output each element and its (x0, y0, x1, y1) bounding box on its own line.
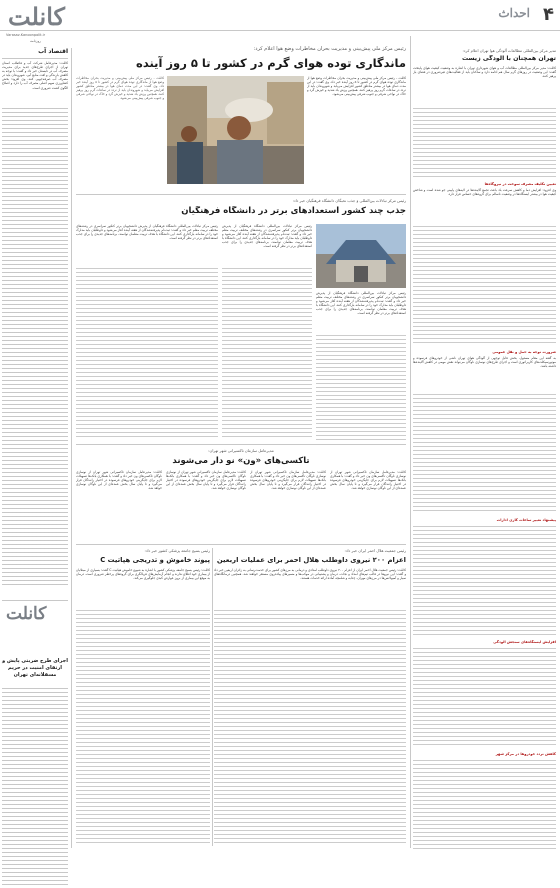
right-paragraph-2: وی افزود: افزایش دما و کاهش سرعت باد باعث تجمع آلاینده‌ها در لایه‌های پایینی جو شده است و شاخص کیفیت هوا در بیشتر ایستگاه‌ها در وضعیت ناسالم برای گروه‌های حساس قرار دارد. (413, 188, 556, 197)
left-bottom-text-lines (2, 688, 68, 888)
taxi-rule (76, 544, 406, 545)
right-paragraph-1: کانلت: مدیر مرکز بین‌المللی مطالعات آب و هوای شهرداری تهران با اشاره به وضعیت کیفیت هوای پایتخت گفت: این وضعیت در روزهای گرم سال هم ادامه دارد و ساکنان باید از فعالیت‌های غیرضروری در فضای باز پرهیز کنند. (413, 66, 556, 79)
top-story-body-left: کانلت - رئیس مرکز ملی پیش‌بینی و مدیریت بحران مخاطرات وضع هوا از ماندگاری توده هوای گرم در کشور تا ۵ روز آینده خبر داد. وی گفت: در این مدت دمای هوا در بیشتر مناطق کشور افزایش می‌یابد و شهروندان باید از تردد در ساعات گرم روز پرهیز کنند. همچنین وزش باد شدید و خیزش گرد و خاک در نواحی شرقی و جنوب شرقی پیش‌بینی می‌شود. (76, 76, 164, 101)
university-rule (76, 444, 406, 445)
university-text-lines-right (316, 335, 406, 440)
redcrescent-text-lines (214, 610, 406, 846)
section-title: احداث (498, 6, 530, 20)
right-column-divider (410, 36, 411, 848)
taxi-body-b: کانلت: مدیرعامل سازمان تاکسیرانی شهر تهران از نوسازی ناوگان تاکسی‌های ون خبر داد و گفت: با همکاری بانک‌ها تسهیلات لازم برای جایگزینی خودروهای فرسوده در اختیار رانندگان قرار می‌گیرد و تا پایان سال بخش عمده‌ای از این ناوگان نوسازی خواهد شد. (250, 470, 326, 491)
right-subhead-3: پیشنهاد تغییر ساعات کاری ادارات (496, 518, 556, 522)
right-column (413, 36, 556, 851)
university-body-right: رئیس مرکز تبادلات بین‌المللی دانشگاه فرهنگیان از پذیرش دانشجویان برتر کنکور سراسری در رشته‌های مختلف تربیت معلم خبر داد و گفت: ثبت‌نام پذیرفته‌شدگان از هفته آینده آغاز می‌شود و داوطلبان باید مدارک خود را در سامانه بارگذاری کنند. این دانشگاه با هدف تربیت معلمان توانمند، برنامه‌های جدیدی را برای جذب استعدادهای برتر در نظر گرفته است. (316, 291, 406, 316)
left-rule-mid (2, 600, 68, 601)
right-subhead-1: تعیین تکلیف مصرف سوخت در نیروگاه‌ها (484, 182, 556, 186)
right-subhead-2: ضرورت توجه به حمل و نقل عمومی (492, 350, 556, 354)
left-section-title: اقتصاد آب (38, 48, 68, 55)
right-text-lines-e (413, 648, 556, 748)
university-text-lines-mid (222, 268, 312, 440)
taxi-body-c: کانلت: مدیرعامل سازمان تاکسیرانی شهر تهران از نوسازی ناوگان تاکسی‌های ون خبر داد و گفت: با همکاری بانک‌ها تسهیلات لازم برای جایگزینی خودروهای فرسوده در اختیار رانندگان قرار می‌گیرد و تا پایان سال بخش عمده‌ای از این ناوگان نوسازی خواهد شد. (166, 470, 246, 491)
right-headline: تهران همچنان با آلودگی زیست (461, 55, 556, 62)
university-photo (316, 224, 406, 288)
right-paragraph-3: به گفته این مقام مسئول، بخش قابل توجهی از آلودگی هوای تهران ناشی از خودروهای فرسوده و موتورسیکلت‌های کاربراتوری است و اجرای طرح‌های نوسازی ناوگان می‌تواند نقش مهمی در کاهش آلاینده‌ها داشته باشد. (413, 356, 556, 369)
university-body-left: رئیس مرکز تبادلات بین‌المللی دانشگاه فرهنگیان از پذیرش دانشجویان برتر کنکور سراسری در رشته‌های مختلف تربیت معلم خبر داد و گفت: ثبت‌نام پذیرفته‌شدگان از هفته آینده آغاز می‌شود و داوطلبان باید مدارک خود را در سامانه بارگذاری کنند. این دانشگاه با هدف تربیت معلمان توانمند، برنامه‌های جدیدی را برای جذب استعدادهای برتر در نظر گرفته است. (76, 224, 218, 241)
left-column-divider (71, 48, 72, 848)
taxi-body-a: کانلت: مدیرعامل سازمان تاکسیرانی شهر تهران از نوسازی ناوگان تاکسی‌های ون خبر داد و گفت: با همکاری بانک‌ها تسهیلات لازم برای جایگزینی خودروهای فرسوده در اختیار رانندگان قرار می‌گیرد و تا پایان سال بخش عمده‌ای از این ناوگان نوسازی خواهد شد. (330, 470, 406, 491)
hepatitis-headline: پیوند خاموش و تدریجی هپاتیت C (100, 556, 210, 564)
right-subhead-5: کاهش تردد خودروها در مرکز شهر (495, 752, 556, 756)
logo-url: Varasaz.Kanoonpolit.ir (6, 33, 46, 37)
page-number: ۴ (543, 4, 554, 25)
taxi-headline: تاکسی‌های «ون» نو دار می‌شوند (172, 456, 310, 466)
left-column-body: کانلت: مدیرعامل شرکت آب و فاضلاب استان تهران از اجرای طرح‌های جدید برای مدیریت مصرف آب در تابستان خبر داد و گفت: با توجه به کاهش بارندگی و افت منابع آبی، شهروندان باید در مصرف آب صرفه‌جویی کنند. وی افزود: بخش کشاورزی سهم اصلی مصرف آب را دارد و اصلاح الگوی کشت ضروری است. (2, 61, 68, 90)
right-subhead-4: افزایش ایستگاه‌های سنجش آلودگی (493, 640, 556, 644)
right-text-lines-c (413, 394, 556, 514)
logo-tagline: روزنامه (30, 39, 41, 43)
left-bottom-headline: اجرای طرح ضربتی پایش و ارتقای امنیت در حریم مسقلانه‌ای تهران (2, 658, 68, 678)
newspaper-logo: کانلت (8, 2, 65, 31)
hepatitis-kicker: رئیس بسیج جامعه پزشکی کشور خبر داد: (144, 548, 210, 553)
redcrescent-headline: اعزام ۲۰۰ نیروی داوطلب هلال احمر برای عملیات اربعین (216, 556, 406, 564)
university-headline: جذب چند کشور استعدادهای برتر در دانشگاه فرهنگیان (181, 206, 406, 216)
top-story-kicker: رئیس مرکز ملی پیش‌بینی و مدیریت بحران مخاطرات وضع هوا اعلام کرد: (253, 46, 406, 52)
university-body-mid: رئیس مرکز تبادلات بین‌المللی دانشگاه فرهنگیان از پذیرش دانشجویان برتر کنکور سراسری در رشته‌های مختلف تربیت معلم خبر داد و گفت: ثبت‌نام پذیرفته‌شدگان از هفته آینده آغاز می‌شود و داوطلبان باید مدارک خود را در سامانه بارگذاری کنند. این دانشگاه با هدف تربیت معلمان توانمند، برنامه‌های جدیدی را برای جذب استعدادهای برتر در نظر گرفته است. (222, 224, 312, 249)
top-story-rule (76, 194, 406, 195)
university-text-lines-left (76, 268, 218, 440)
right-text-lines-a (413, 108, 556, 178)
left-column-text-lines (2, 108, 68, 588)
right-text-lines-b (413, 226, 556, 346)
taxi-kicker: مدیرعامل سازمان تاکسیرانی شهر تهران: (208, 448, 274, 453)
top-story-headline: ماندگاری توده هوای گرم در کشور تا ۵ روز آینده (136, 56, 406, 70)
left-rule-top (2, 58, 68, 59)
masthead-rule (0, 30, 560, 31)
heatwave-photo-illustration (167, 76, 304, 184)
top-story-body: کانلت - رئیس مرکز ملی پیش‌بینی و مدیریت بحران مخاطرات وضع هوا از ماندگاری توده هوای گرم در کشور تا ۵ روز آینده خبر داد. وی گفت: در این مدت دمای هوا در بیشتر مناطق کشور افزایش می‌یابد و شهروندان باید از تردد در ساعات گرم روز پرهیز کنند. همچنین وزش باد شدید و خیزش گرد و خاک در نواحی شرقی و جنوب شرقی پیش‌بینی می‌شود. (307, 76, 406, 97)
taxi-body-d: کانلت: مدیرعامل سازمان تاکسیرانی شهر تهران از نوسازی ناوگان تاکسی‌های ون خبر داد و گفت: با همکاری بانک‌ها تسهیلات لازم برای جایگزینی خودروهای فرسوده در اختیار رانندگان قرار می‌گیرد و تا پایان سال بخش عمده‌ای از این ناوگان نوسازی خواهد شد. (76, 470, 162, 491)
redcrescent-kicker: رئیس جمعیت هلال احمر ایران خبر داد: (344, 548, 406, 553)
top-story-photo (167, 76, 304, 184)
university-building-illustration (316, 224, 406, 288)
redcrescent-body: کانلت: رئیس جمعیت هلال احمر ایران از اعزام ۲۰۰ نیروی داوطلب امدادی و درمانی به مرزهای کشور برای خدمت‌رسانی به زائران اربعین خبر داد و گفت: این نیروها در قالب تیم‌های امداد و نجات، درمان و پشتیبانی در موکب‌ها و مسیرهای پیاده‌روی مستقر خواهند شد. همچنین درمانگاه‌های سیار و آمبولانس‌ها در مرزهای مهران، چذابه و شلمچه آماده ارائه خدمات هستند. (214, 568, 406, 581)
left-bottom-logo: کانلت (6, 604, 47, 624)
right-kicker: مدیر مرکز بین‌المللی مطالعات آلودگی هوا تهران اعلام کرد: (462, 48, 556, 53)
bottom-stories-divider (212, 548, 213, 846)
hepatitis-body: کانلت: رئیس بسیج جامعه پزشکی کشور با اشاره به شیوع خاموش هپاتیت C گفت: بسیاری از مبتلایان از بیماری خود اطلاع ندارند و انجام آزمایش‌های غربالگری برای گروه‌های پرخطر ضروری است. درمان به موقع این بیماری از بروز عوارض کبدی جلوگیری می‌کند. (76, 568, 210, 581)
right-text-lines-f (413, 760, 556, 850)
hepatitis-text-lines (76, 610, 210, 846)
right-text-lines-d (413, 526, 556, 636)
university-kicker: رئیس مرکز تبادلات بین‌المللی و جذب نخبگان دانشگاه فرهنگیان خبر داد: (292, 198, 406, 203)
left-column (0, 48, 70, 856)
